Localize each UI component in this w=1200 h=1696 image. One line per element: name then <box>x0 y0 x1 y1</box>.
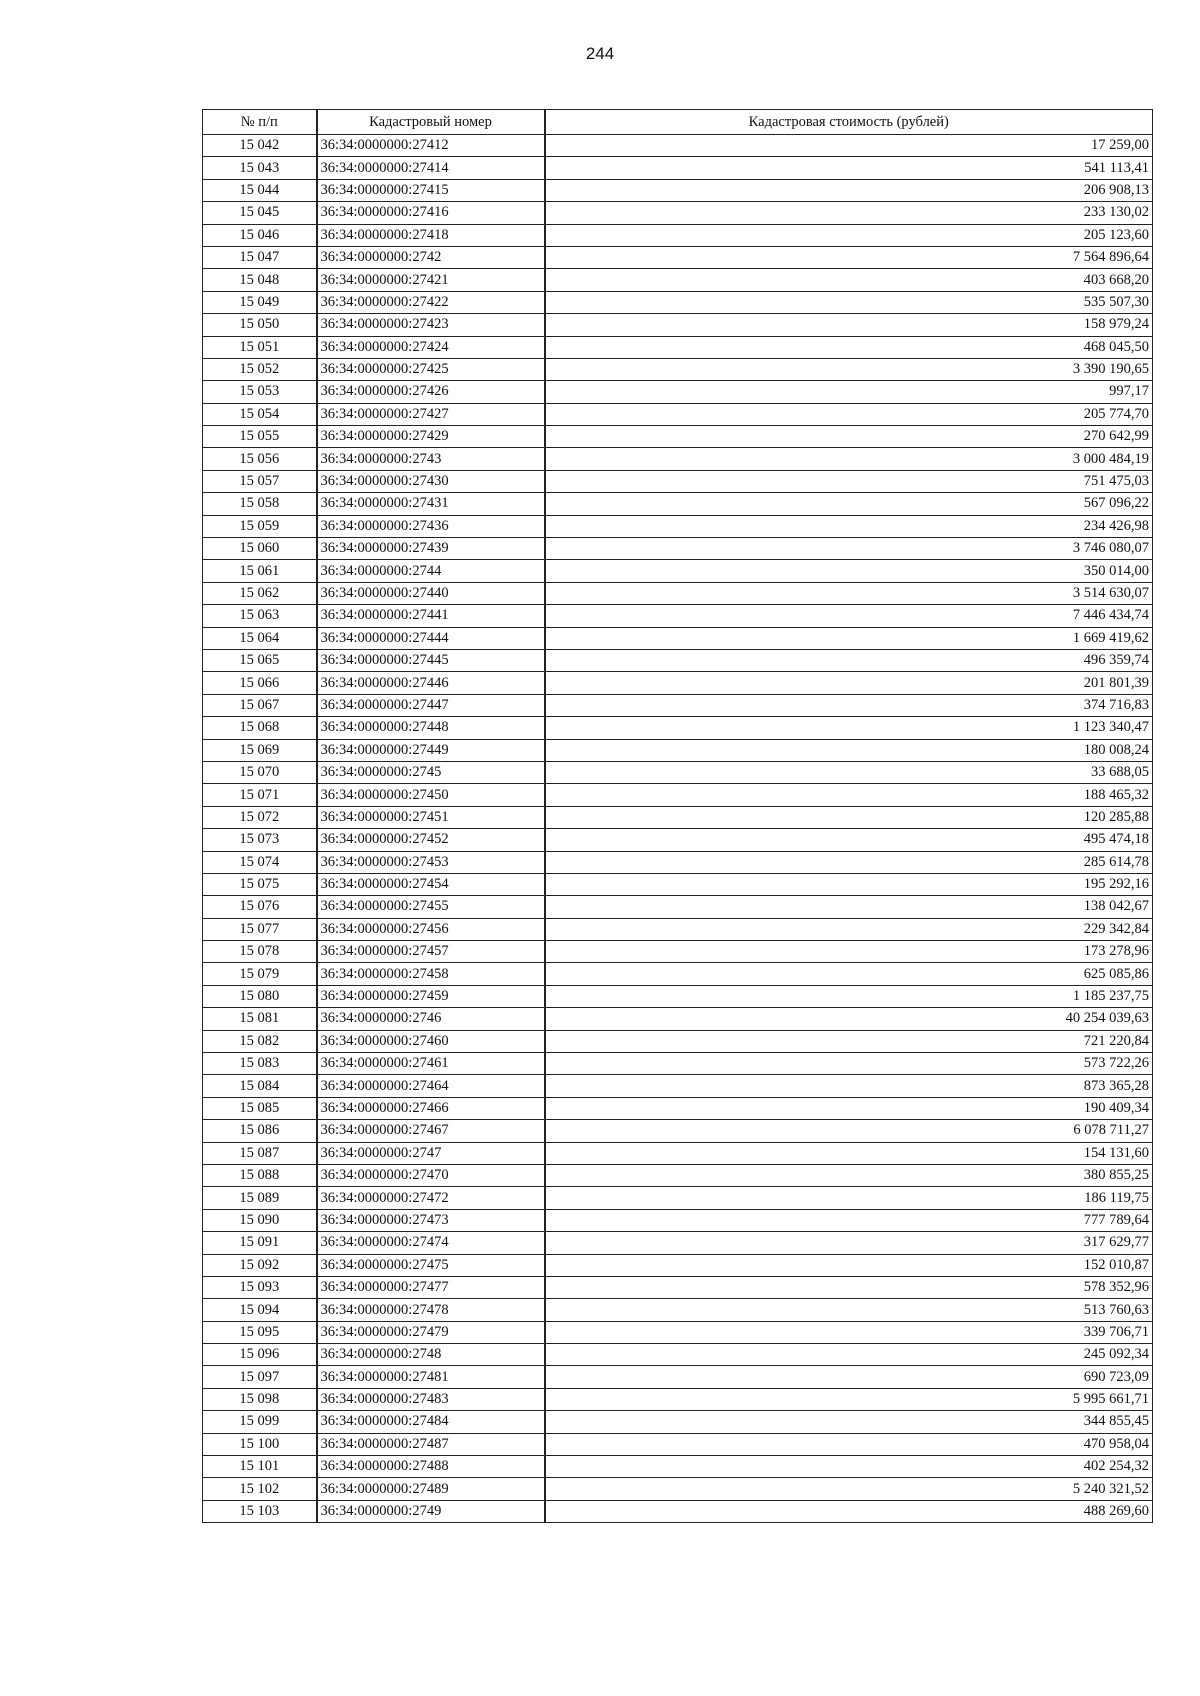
cadastral-number-cell: 36:34:0000000:2743 <box>317 448 545 470</box>
cadastral-number-cell: 36:34:0000000:27431 <box>317 493 545 515</box>
cadastral-number-cell: 36:34:0000000:27478 <box>317 1299 545 1321</box>
cadastral-value-cell: 535 507,30 <box>545 291 1153 313</box>
row-index-cell: 15 078 <box>203 941 317 963</box>
row-index-cell: 15 053 <box>203 381 317 403</box>
table-row <box>203 1097 1153 1119</box>
column-header-index: № п/п <box>203 110 317 135</box>
table-row <box>203 985 1153 1007</box>
row-index-cell: 15 100 <box>203 1433 317 1455</box>
table-row <box>203 672 1153 694</box>
cadastral-number-cell: 36:34:0000000:2747 <box>317 1142 545 1164</box>
cadastral-number-cell: 36:34:0000000:27416 <box>317 202 545 224</box>
row-index-cell: 15 073 <box>203 829 317 851</box>
table-row <box>203 582 1153 604</box>
cadastral-number-cell: 36:34:0000000:27444 <box>317 627 545 649</box>
row-index-cell: 15 057 <box>203 470 317 492</box>
row-index-cell: 15 054 <box>203 403 317 425</box>
cadastral-value-cell: 488 269,60 <box>545 1500 1153 1522</box>
table-row <box>203 873 1153 895</box>
cadastral-number-cell: 36:34:0000000:27483 <box>317 1388 545 1410</box>
cadastral-value-cell: 1 669 419,62 <box>545 627 1153 649</box>
cadastral-value-cell: 190 409,34 <box>545 1097 1153 1119</box>
cadastral-number-cell: 36:34:0000000:27447 <box>317 694 545 716</box>
cadastral-value-cell: 578 352,96 <box>545 1276 1153 1298</box>
header-row <box>203 110 1153 135</box>
cadastral-value-cell: 5 995 661,71 <box>545 1388 1153 1410</box>
cadastral-value-cell: 344 855,45 <box>545 1411 1153 1433</box>
cadastral-value-cell: 33 688,05 <box>545 761 1153 783</box>
row-index-cell: 15 082 <box>203 1030 317 1052</box>
cadastral-number-cell: 36:34:0000000:27484 <box>317 1411 545 1433</box>
row-index-cell: 15 091 <box>203 1232 317 1254</box>
cadastral-value-cell: 495 474,18 <box>545 829 1153 851</box>
table-row <box>203 1388 1153 1410</box>
row-index-cell: 15 081 <box>203 1008 317 1030</box>
row-index-cell: 15 094 <box>203 1299 317 1321</box>
cadastral-value-cell: 567 096,22 <box>545 493 1153 515</box>
cadastral-value-cell: 152 010,87 <box>545 1254 1153 1276</box>
cadastral-value-cell: 180 008,24 <box>545 739 1153 761</box>
cadastral-value-cell: 234 426,98 <box>545 515 1153 537</box>
table-row <box>203 627 1153 649</box>
table-row <box>203 1411 1153 1433</box>
cadastral-value-cell: 374 716,83 <box>545 694 1153 716</box>
cadastral-number-cell: 36:34:0000000:27461 <box>317 1053 545 1075</box>
cadastral-number-cell: 36:34:0000000:27488 <box>317 1456 545 1478</box>
cadastral-value-cell: 470 958,04 <box>545 1433 1153 1455</box>
row-index-cell: 15 088 <box>203 1164 317 1186</box>
cadastral-value-cell: 339 706,71 <box>545 1321 1153 1343</box>
cadastral-value-cell: 195 292,16 <box>545 873 1153 895</box>
table-row <box>203 493 1153 515</box>
row-index-cell: 15 076 <box>203 896 317 918</box>
cadastral-value-cell: 573 722,26 <box>545 1053 1153 1075</box>
cadastral-value-cell: 873 365,28 <box>545 1075 1153 1097</box>
cadastral-number-cell: 36:34:0000000:27418 <box>317 224 545 246</box>
cadastral-value-cell: 17 259,00 <box>545 135 1153 157</box>
row-index-cell: 15 103 <box>203 1500 317 1522</box>
cadastral-number-cell: 36:34:0000000:27477 <box>317 1276 545 1298</box>
table-row <box>203 1053 1153 1075</box>
cadastral-value-cell: 7 446 434,74 <box>545 605 1153 627</box>
table-row <box>203 1478 1153 1500</box>
table-row <box>203 1299 1153 1321</box>
table-row <box>203 448 1153 470</box>
cadastral-number-cell: 36:34:0000000:27453 <box>317 851 545 873</box>
cadastral-number-cell: 36:34:0000000:2742 <box>317 246 545 268</box>
cadastral-value-cell: 5 240 321,52 <box>545 1478 1153 1500</box>
cadastral-number-cell: 36:34:0000000:27464 <box>317 1075 545 1097</box>
cadastral-number-cell: 36:34:0000000:27448 <box>317 717 545 739</box>
row-index-cell: 15 099 <box>203 1411 317 1433</box>
row-index-cell: 15 097 <box>203 1366 317 1388</box>
cadastral-value-cell: 317 629,77 <box>545 1232 1153 1254</box>
cadastral-number-cell: 36:34:0000000:27426 <box>317 381 545 403</box>
cadastral-value-cell: 158 979,24 <box>545 314 1153 336</box>
cadastral-number-cell: 36:34:0000000:27481 <box>317 1366 545 1388</box>
row-index-cell: 15 096 <box>203 1344 317 1366</box>
cadastral-value-cell: 229 342,84 <box>545 918 1153 940</box>
cadastral-value-cell: 3 746 080,07 <box>545 538 1153 560</box>
cadastral-number-cell: 36:34:0000000:2744 <box>317 560 545 582</box>
table-row <box>203 426 1153 448</box>
cadastral-number-cell: 36:34:0000000:27474 <box>317 1232 545 1254</box>
table-row <box>203 963 1153 985</box>
cadastral-number-cell: 36:34:0000000:27412 <box>317 135 545 157</box>
row-index-cell: 15 046 <box>203 224 317 246</box>
table-row <box>203 918 1153 940</box>
table-row <box>203 336 1153 358</box>
cadastral-value-cell: 541 113,41 <box>545 157 1153 179</box>
cadastral-value-cell: 3 000 484,19 <box>545 448 1153 470</box>
table-row <box>203 1366 1153 1388</box>
table-row <box>203 135 1153 157</box>
cadastral-value-cell: 120 285,88 <box>545 806 1153 828</box>
cadastral-value-cell: 690 723,09 <box>545 1366 1153 1388</box>
cadastral-number-cell: 36:34:0000000:27421 <box>317 269 545 291</box>
row-index-cell: 15 056 <box>203 448 317 470</box>
table-row <box>203 1344 1153 1366</box>
cadastral-value-cell: 751 475,03 <box>545 470 1153 492</box>
row-index-cell: 15 061 <box>203 560 317 582</box>
table-body <box>203 135 1153 1523</box>
row-index-cell: 15 077 <box>203 918 317 940</box>
table-row <box>203 761 1153 783</box>
cadastral-number-cell: 36:34:0000000:27455 <box>317 896 545 918</box>
table-row <box>203 1120 1153 1142</box>
cadastral-value-cell: 513 760,63 <box>545 1299 1153 1321</box>
table-row <box>203 403 1153 425</box>
cadastral-value-cell: 350 014,00 <box>545 560 1153 582</box>
row-index-cell: 15 072 <box>203 806 317 828</box>
cadastral-value-cell: 285 614,78 <box>545 851 1153 873</box>
row-index-cell: 15 049 <box>203 291 317 313</box>
table-row <box>203 649 1153 671</box>
row-index-cell: 15 090 <box>203 1209 317 1231</box>
row-index-cell: 15 084 <box>203 1075 317 1097</box>
cadastral-number-cell: 36:34:0000000:27472 <box>317 1187 545 1209</box>
row-index-cell: 15 048 <box>203 269 317 291</box>
row-index-cell: 15 095 <box>203 1321 317 1343</box>
column-header-cadastral-number: Кадастровый номер <box>317 110 545 135</box>
cadastral-value-cell: 777 789,64 <box>545 1209 1153 1231</box>
cadastral-number-cell: 36:34:0000000:27487 <box>317 1433 545 1455</box>
cadastral-number-cell: 36:34:0000000:27467 <box>317 1120 545 1142</box>
table-row <box>203 1321 1153 1343</box>
row-index-cell: 15 086 <box>203 1120 317 1142</box>
cadastral-value-cell: 6 078 711,27 <box>545 1120 1153 1142</box>
cadastral-number-cell: 36:34:0000000:27440 <box>317 582 545 604</box>
cadastral-number-cell: 36:34:0000000:27451 <box>317 806 545 828</box>
table-row <box>203 1232 1153 1254</box>
row-index-cell: 15 068 <box>203 717 317 739</box>
row-index-cell: 15 093 <box>203 1276 317 1298</box>
cadastral-value-cell: 201 801,39 <box>545 672 1153 694</box>
row-index-cell: 15 080 <box>203 985 317 1007</box>
cadastral-number-cell: 36:34:0000000:27456 <box>317 918 545 940</box>
cadastral-value-cell: 496 359,74 <box>545 649 1153 671</box>
row-index-cell: 15 087 <box>203 1142 317 1164</box>
cadastral-value-cell: 403 668,20 <box>545 269 1153 291</box>
cadastral-number-cell: 36:34:0000000:27489 <box>317 1478 545 1500</box>
page-number: 244 <box>585 44 615 63</box>
table-row <box>203 1209 1153 1231</box>
cadastral-value-cell: 138 042,67 <box>545 896 1153 918</box>
column-header-cadastral-value: Кадастровая стоимость (рублей) <box>545 110 1153 135</box>
cadastral-number-cell: 36:34:0000000:27424 <box>317 336 545 358</box>
table-row <box>203 538 1153 560</box>
cadastral-number-cell: 36:34:0000000:27415 <box>317 179 545 201</box>
table-row <box>203 1276 1153 1298</box>
table-row <box>203 560 1153 582</box>
row-index-cell: 15 065 <box>203 649 317 671</box>
row-index-cell: 15 089 <box>203 1187 317 1209</box>
table-row <box>203 1030 1153 1052</box>
cadastral-value-cell: 233 130,02 <box>545 202 1153 224</box>
row-index-cell: 15 102 <box>203 1478 317 1500</box>
row-index-cell: 15 075 <box>203 873 317 895</box>
cadastral-number-cell: 36:34:0000000:27470 <box>317 1164 545 1186</box>
table-row <box>203 1187 1153 1209</box>
row-index-cell: 15 070 <box>203 761 317 783</box>
cadastral-number-cell: 36:34:0000000:2745 <box>317 761 545 783</box>
row-index-cell: 15 044 <box>203 179 317 201</box>
row-index-cell: 15 063 <box>203 605 317 627</box>
cadastral-value-cell: 468 045,50 <box>545 336 1153 358</box>
table-row <box>203 1008 1153 1030</box>
row-index-cell: 15 058 <box>203 493 317 515</box>
table-row <box>203 1142 1153 1164</box>
cadastral-number-cell: 36:34:0000000:27452 <box>317 829 545 851</box>
table-row <box>203 717 1153 739</box>
table-row <box>203 1456 1153 1478</box>
table-row <box>203 157 1153 179</box>
cadastral-number-cell: 36:34:0000000:27422 <box>317 291 545 313</box>
table-row <box>203 784 1153 806</box>
table-row <box>203 851 1153 873</box>
cadastral-number-cell: 36:34:0000000:27459 <box>317 985 545 1007</box>
cadastral-number-cell: 36:34:0000000:27445 <box>317 649 545 671</box>
row-index-cell: 15 042 <box>203 135 317 157</box>
cadastral-number-cell: 36:34:0000000:27466 <box>317 1097 545 1119</box>
cadastral-number-cell: 36:34:0000000:27450 <box>317 784 545 806</box>
table-row <box>203 224 1153 246</box>
table-row <box>203 381 1153 403</box>
table-row <box>203 179 1153 201</box>
cadastral-number-cell: 36:34:0000000:27446 <box>317 672 545 694</box>
cadastral-value-cell: 154 131,60 <box>545 1142 1153 1164</box>
table-row <box>203 246 1153 268</box>
cadastral-value-cell: 380 855,25 <box>545 1164 1153 1186</box>
table-row <box>203 202 1153 224</box>
row-index-cell: 15 052 <box>203 358 317 380</box>
table-row <box>203 1164 1153 1186</box>
cadastral-number-cell: 36:34:0000000:27460 <box>317 1030 545 1052</box>
cadastral-value-cell: 997,17 <box>545 381 1153 403</box>
cadastral-number-cell: 36:34:0000000:27425 <box>317 358 545 380</box>
table-row <box>203 694 1153 716</box>
cadastral-value-cell: 186 119,75 <box>545 1187 1153 1209</box>
table-row <box>203 829 1153 851</box>
table-row <box>203 1075 1153 1097</box>
table-row <box>203 314 1153 336</box>
cadastral-value-cell: 1 123 340,47 <box>545 717 1153 739</box>
cadastral-number-cell: 36:34:0000000:2746 <box>317 1008 545 1030</box>
cadastral-value-cell: 625 085,86 <box>545 963 1153 985</box>
row-index-cell: 15 066 <box>203 672 317 694</box>
cadastral-number-cell: 36:34:0000000:27475 <box>317 1254 545 1276</box>
row-index-cell: 15 060 <box>203 538 317 560</box>
row-index-cell: 15 064 <box>203 627 317 649</box>
cadastral-value-table <box>202 109 1153 1523</box>
row-index-cell: 15 047 <box>203 246 317 268</box>
table-row <box>203 1254 1153 1276</box>
cadastral-value-cell: 188 465,32 <box>545 784 1153 806</box>
row-index-cell: 15 079 <box>203 963 317 985</box>
cadastral-number-cell: 36:34:0000000:27423 <box>317 314 545 336</box>
cadastral-value-cell: 270 642,99 <box>545 426 1153 448</box>
table-header <box>203 110 1153 135</box>
cadastral-number-cell: 36:34:0000000:27449 <box>317 739 545 761</box>
cadastral-value-cell: 205 123,60 <box>545 224 1153 246</box>
cadastral-number-cell: 36:34:0000000:27436 <box>317 515 545 537</box>
cadastral-value-cell: 173 278,96 <box>545 941 1153 963</box>
cadastral-value-cell: 3 514 630,07 <box>545 582 1153 604</box>
table-row <box>203 896 1153 918</box>
cadastral-value-cell: 7 564 896,64 <box>545 246 1153 268</box>
row-index-cell: 15 045 <box>203 202 317 224</box>
row-index-cell: 15 071 <box>203 784 317 806</box>
row-index-cell: 15 085 <box>203 1097 317 1119</box>
table-row <box>203 806 1153 828</box>
cadastral-value-cell: 3 390 190,65 <box>545 358 1153 380</box>
row-index-cell: 15 062 <box>203 582 317 604</box>
row-index-cell: 15 050 <box>203 314 317 336</box>
cadastral-number-cell: 36:34:0000000:27458 <box>317 963 545 985</box>
table-row <box>203 941 1153 963</box>
row-index-cell: 15 098 <box>203 1388 317 1410</box>
cadastral-number-cell: 36:34:0000000:27479 <box>317 1321 545 1343</box>
cadastral-value-cell: 1 185 237,75 <box>545 985 1153 1007</box>
row-index-cell: 15 051 <box>203 336 317 358</box>
cadastral-value-cell: 245 092,34 <box>545 1344 1153 1366</box>
cadastral-number-cell: 36:34:0000000:27429 <box>317 426 545 448</box>
table-row <box>203 739 1153 761</box>
cadastral-number-cell: 36:34:0000000:27430 <box>317 470 545 492</box>
table-row <box>203 269 1153 291</box>
cadastral-value-cell: 40 254 039,63 <box>545 1008 1153 1030</box>
row-index-cell: 15 069 <box>203 739 317 761</box>
table-row <box>203 470 1153 492</box>
cadastral-number-cell: 36:34:0000000:27439 <box>317 538 545 560</box>
row-index-cell: 15 074 <box>203 851 317 873</box>
row-index-cell: 15 067 <box>203 694 317 716</box>
table-row <box>203 515 1153 537</box>
cadastral-number-cell: 36:34:0000000:2749 <box>317 1500 545 1522</box>
cadastral-number-cell: 36:34:0000000:27454 <box>317 873 545 895</box>
row-index-cell: 15 083 <box>203 1053 317 1075</box>
table-row <box>203 605 1153 627</box>
row-index-cell: 15 059 <box>203 515 317 537</box>
cadastral-value-cell: 205 774,70 <box>545 403 1153 425</box>
row-index-cell: 15 101 <box>203 1456 317 1478</box>
cadastral-number-cell: 36:34:0000000:27457 <box>317 941 545 963</box>
row-index-cell: 15 043 <box>203 157 317 179</box>
table-row <box>203 291 1153 313</box>
cadastral-number-cell: 36:34:0000000:2748 <box>317 1344 545 1366</box>
cadastral-number-cell: 36:34:0000000:27427 <box>317 403 545 425</box>
table-row <box>203 358 1153 380</box>
cadastral-number-cell: 36:34:0000000:27473 <box>317 1209 545 1231</box>
row-index-cell: 15 092 <box>203 1254 317 1276</box>
cadastral-number-cell: 36:34:0000000:27441 <box>317 605 545 627</box>
table-row <box>203 1433 1153 1455</box>
row-index-cell: 15 055 <box>203 426 317 448</box>
table-row <box>203 1500 1153 1522</box>
cadastral-value-cell: 402 254,32 <box>545 1456 1153 1478</box>
cadastral-value-cell: 721 220,84 <box>545 1030 1153 1052</box>
cadastral-value-cell: 206 908,13 <box>545 179 1153 201</box>
cadastral-number-cell: 36:34:0000000:27414 <box>317 157 545 179</box>
